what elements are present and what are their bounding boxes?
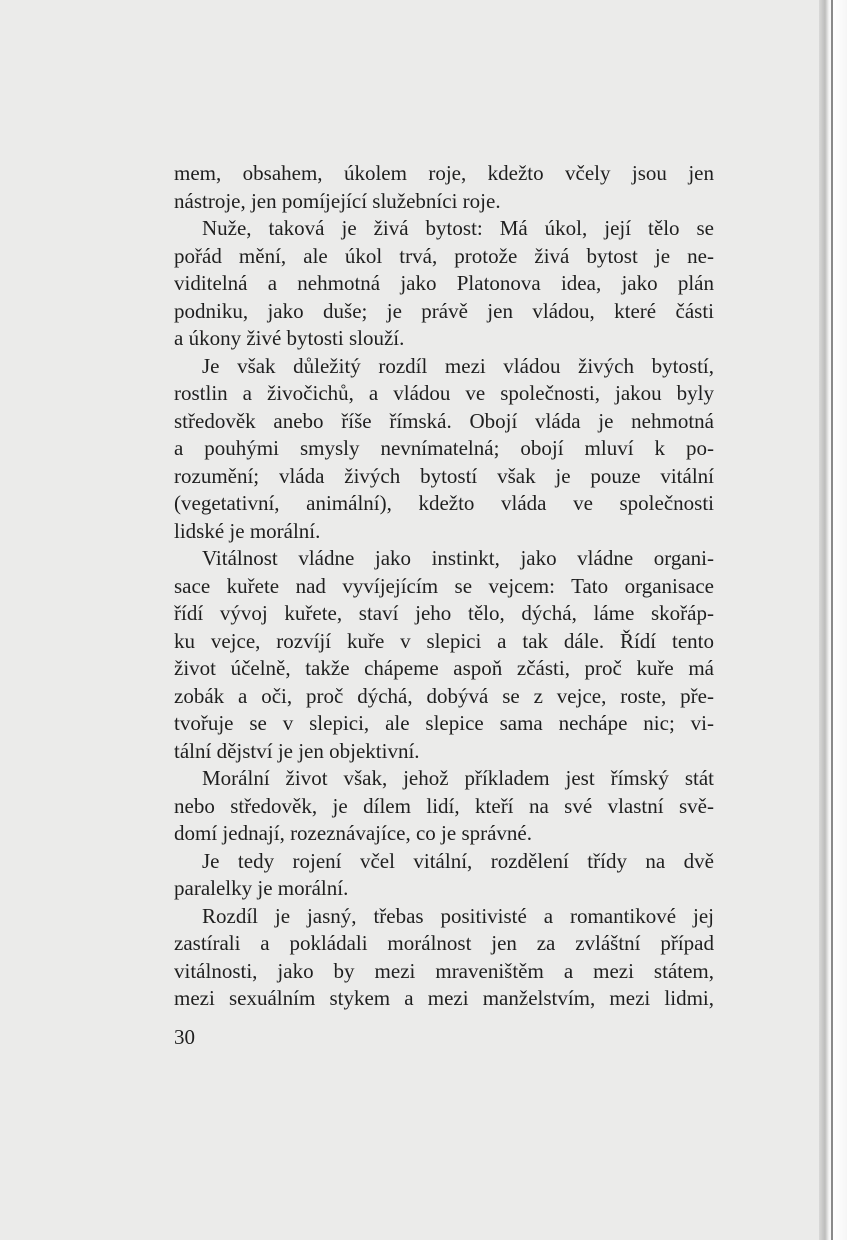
- text-line: život účelně, takže chápeme aspoň zčásti, proč kuře má: [174, 656, 714, 680]
- text-line: ku vejce, rozvíjí kuře v slepici a tak dále. Řídí tento: [174, 628, 714, 653]
- text-line: zastírali a pokládali morálnost jen za zvláštní případ: [174, 931, 714, 955]
- page-number: 30: [174, 1025, 195, 1049]
- page-edge-line: [831, 0, 833, 1240]
- text-line: mem, obsahem, úkolem roje, kdežto včely jsou jen: [174, 161, 714, 185]
- body-text: [174, 160, 714, 1013]
- text-line: a úkony živé bytosti slouží.: [174, 326, 405, 350]
- text-line: řídí vývoj kuřete, staví jeho tělo, dýchá, láme skořáp-: [174, 601, 714, 625]
- text-line: zobák a oči, proč dýchá, dobývá se z vejce, roste, pře-: [174, 683, 714, 708]
- text-line: lidské je morální.: [174, 518, 321, 543]
- text-line: a pouhými smysly nevnímatelná; obojí mluví k po-: [174, 436, 714, 460]
- text-line: mezi sexuálním stykem a mezi manželstvím, mezi lidmi,: [174, 986, 714, 1010]
- text-line: viditelná a nehmotná jako Platonova idea, jako plán: [174, 271, 714, 295]
- text-line: rostlin a živočichů, a vládou ve společnosti, jakou byly: [174, 381, 714, 405]
- page-edge: [819, 0, 847, 1240]
- text-line: Morální život však, jehož příkladem jest římský stát: [202, 766, 714, 790]
- text-line: rozumění; vláda živých bytostí však je pouze vitální: [174, 463, 714, 488]
- text-line: podniku, jako duše; je právě jen vládou, které části: [174, 298, 714, 323]
- text-line: pořád mění, ale úkol trvá, protože živá bytost je ne-: [174, 243, 714, 268]
- text-line: domí jednají, rozeznávajíce, co je správné.: [174, 821, 533, 845]
- text-line: nástroje, jen pomíjející služebníci roje.: [174, 188, 501, 213]
- text-line: tvořuje se v slepici, ale slepice sama nechápe nic; vi-: [174, 711, 714, 735]
- text-line: nebo středověk, je dílem lidí, kteří na své vlastní svě-: [174, 793, 714, 818]
- text-line: Vitálnost vládne jako instinkt, jako vládne organi-: [202, 546, 714, 570]
- text-line: Rozdíl je jasný, třebas positivisté a romantikové jej: [202, 903, 714, 928]
- text-line: středověk anebo říše římská. Obojí vláda je nehmotná: [174, 408, 714, 433]
- text-line: paralelky je morální.: [174, 876, 349, 900]
- text-line: vitálnosti, jako by mezi mraveništěm a mezi státem,: [174, 958, 714, 983]
- text-line: Je tedy rojení včel vitální, rozdělení třídy na dvě: [202, 848, 714, 873]
- text-line: Nuže, taková je živá bytost: Má úkol, její tělo se: [202, 216, 714, 240]
- text-line: Je však důležitý rozdíl mezi vládou živých bytostí,: [202, 353, 714, 378]
- text-line: sace kuřete nad vyvíjejícím se vejcem: Tato organisace: [174, 573, 714, 598]
- text-line: tální dějství je jen objektivní.: [174, 738, 420, 763]
- text-line: (vegetativní, animální), kdežto vláda ve společnosti: [174, 491, 714, 515]
